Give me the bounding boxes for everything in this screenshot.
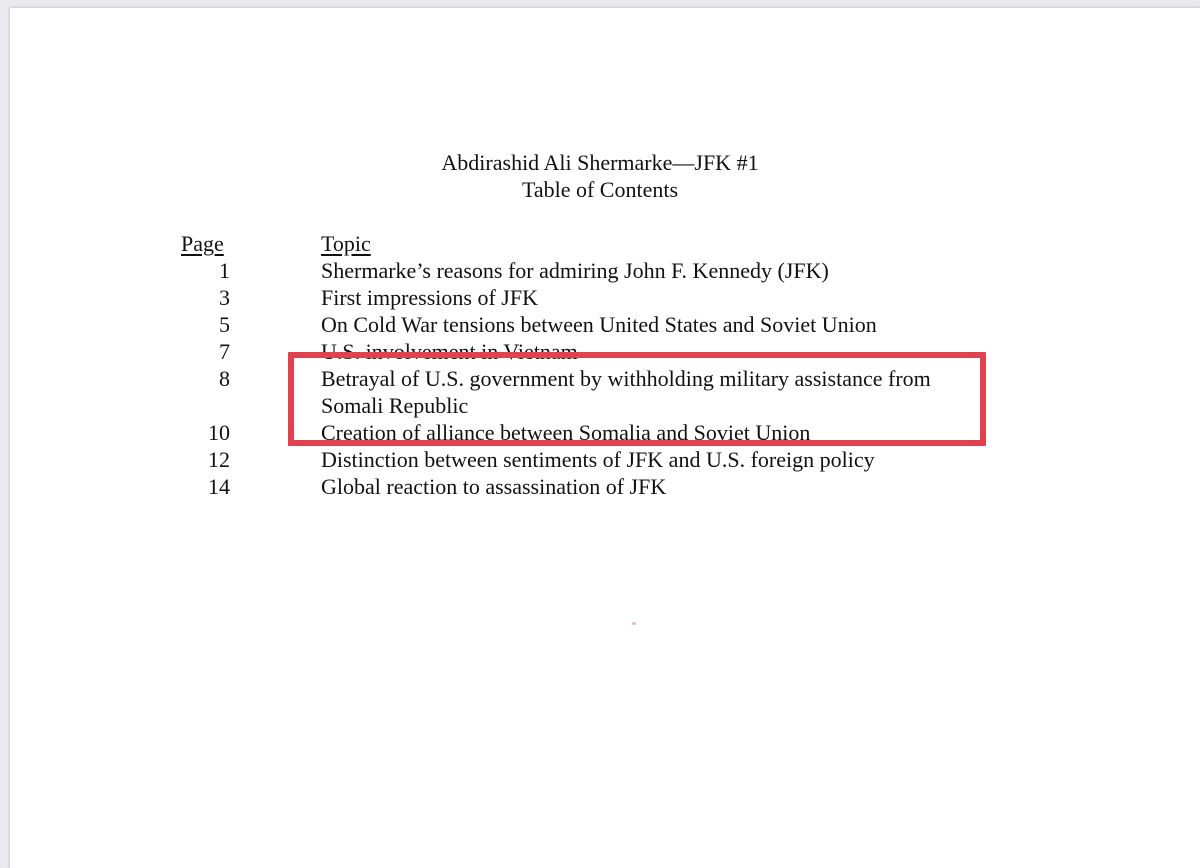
toc-topic: On Cold War tensions between United States and Soviet Union [321, 312, 877, 337]
toc-topic: First impressions of JFK [321, 285, 538, 310]
toc-entry [0, 258, 1200, 284]
document-title: Abdirashid Ali Shermarke—JFK #1 [441, 150, 759, 175]
toc-topic: Shermarke’s reasons for admiring John F. Kennedy (JFK) [321, 258, 829, 283]
toc-topic: Creation of alliance between Somalia and Soviet Union [321, 420, 811, 445]
page-column-header: Page [181, 231, 224, 256]
toc-entry [0, 312, 1200, 338]
toc-page-number: 7 [219, 339, 230, 364]
toc-page-number: 5 [219, 312, 230, 337]
highlight-annotation-box [288, 352, 986, 446]
toc-page-number: 1 [219, 258, 230, 283]
toc-page-number: 3 [219, 285, 230, 310]
toc-topic: U.S. involvement in Vietnam [321, 339, 578, 364]
toc-page-number: 8 [219, 366, 230, 391]
toc-page-number: 12 [208, 447, 230, 472]
toc-topic: Global reaction to assassination of JFK [321, 474, 667, 499]
toc-page-number: 14 [208, 474, 230, 499]
toc-entry [0, 285, 1200, 311]
document-subtitle: Table of Contents [521, 177, 679, 202]
topic-column-header: Topic [321, 231, 371, 256]
toc-topic: Somali Republic [321, 393, 469, 418]
toc-topic: Betrayal of U.S. government by withholding military assistance from [321, 366, 931, 391]
stray-mark [632, 622, 636, 625]
toc-entry [0, 474, 1200, 500]
toc-entry [0, 447, 1200, 473]
toc-page-number: 10 [208, 420, 230, 445]
toc-topic: Distinction between sentiments of JFK and U.S. foreign policy [321, 447, 875, 472]
